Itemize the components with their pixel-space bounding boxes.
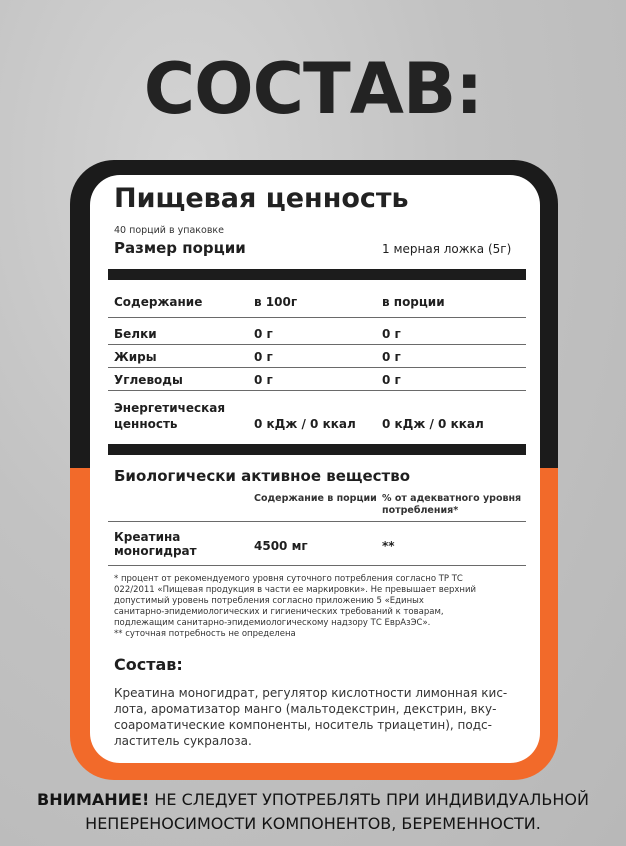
- row-energy-per100: 0 кДж / 0 ккал: [254, 417, 356, 431]
- divider-line: [108, 317, 526, 318]
- divider-line: [108, 565, 526, 566]
- bio-column-percent-line2: потребления*: [382, 505, 459, 516]
- row-protein-per100: 0 г: [254, 327, 273, 341]
- serving-size-value: 1 мерная ложка (5г): [382, 242, 512, 256]
- footnote-line: * процент от рекомендуемого уровня суточного потребления согласно ТР ТС: [114, 574, 463, 584]
- composition-line: лота, ароматизатор манго (мальтодекстрин, декстрин, вку-: [114, 702, 497, 716]
- bio-column-percent-line1: % от адекватного уровня: [382, 493, 522, 504]
- composition-line: Креатина моногидрат, регулятор кислотности лимонная кис-: [114, 686, 508, 700]
- label-title: Пищевая ценность: [114, 183, 409, 214]
- row-protein-per-serving: 0 г: [382, 327, 401, 341]
- row-carbs-per-serving: 0 г: [382, 373, 401, 387]
- composition-title: Состав:: [114, 655, 183, 674]
- bio-item-name-line1: Креатина: [114, 530, 181, 544]
- divider-line: [108, 390, 526, 391]
- footnote-line: 022/2011 «Пищевая продукция в части ее маркировки». Не превышает верхний: [114, 585, 476, 595]
- warning-bold: ВНИМАНИЕ!: [37, 790, 150, 809]
- row-name-energy-line2: ценность: [114, 417, 178, 431]
- bio-section-title: Биологически активное вещество: [114, 467, 411, 485]
- divider-thick: [108, 444, 526, 455]
- row-name-fat: Жиры: [114, 350, 157, 364]
- composition-text: [114, 685, 524, 749]
- servings-per-pack: 40 порций в упаковке: [114, 225, 225, 236]
- serving-size-label: Размер порции: [114, 239, 246, 257]
- page-heading: СОСТАВ:: [143, 48, 483, 130]
- bio-column-content: Содержание в порции: [254, 493, 377, 504]
- bio-item-percent: **: [382, 539, 395, 553]
- footnote: [114, 574, 522, 640]
- row-name-energy-line1: Энергетическая: [114, 401, 226, 415]
- row-name-protein: Белки: [114, 327, 157, 341]
- column-header-per100: в 100г: [254, 295, 298, 309]
- composition-line: соароматические компоненты, носитель триацетин), подс-: [114, 718, 492, 732]
- column-header-per-serving: в порции: [382, 295, 445, 309]
- row-carbs-per100: 0 г: [254, 373, 273, 387]
- nutrition-label-card: [90, 175, 540, 763]
- footnote-line: санитарно-эпидемиологических и гигиенических требований к товарам,: [114, 607, 444, 617]
- row-name-carbs: Углеводы: [114, 373, 183, 387]
- bio-item-name-line2: моногидрат: [114, 544, 197, 558]
- footnote-line: подлежащим санитарно-эпидемиологическому надзору ТС ЕврАзЭС».: [114, 618, 431, 628]
- footnote-line: ** суточная потребность не определена: [114, 629, 296, 639]
- row-energy-per-serving: 0 кДж / 0 ккал: [382, 417, 484, 431]
- divider-line: [108, 344, 526, 345]
- footnote-line: допустимый уровень потребления согласно приложению 5 «Единых: [114, 596, 424, 606]
- column-header-content: Содержание: [114, 295, 203, 309]
- divider-line: [108, 521, 526, 522]
- composition-line: ластитель сукралоза.: [114, 734, 252, 748]
- bio-item-amount: 4500 мг: [254, 539, 308, 553]
- divider-line: [108, 367, 526, 368]
- divider-thick: [108, 269, 526, 280]
- warning-line1: НЕ СЛЕДУЕТ УПОТРЕБЛЯТЬ ПРИ ИНДИВИДУАЛЬНОЙ: [149, 790, 589, 809]
- row-fat-per100: 0 г: [254, 350, 273, 364]
- row-fat-per-serving: 0 г: [382, 350, 401, 364]
- warning-line2: НЕПЕРЕНОСИМОСТИ КОМПОНЕНТОВ, БЕРЕМЕННОСТИ.: [85, 814, 541, 833]
- warning-text: [0, 788, 626, 836]
